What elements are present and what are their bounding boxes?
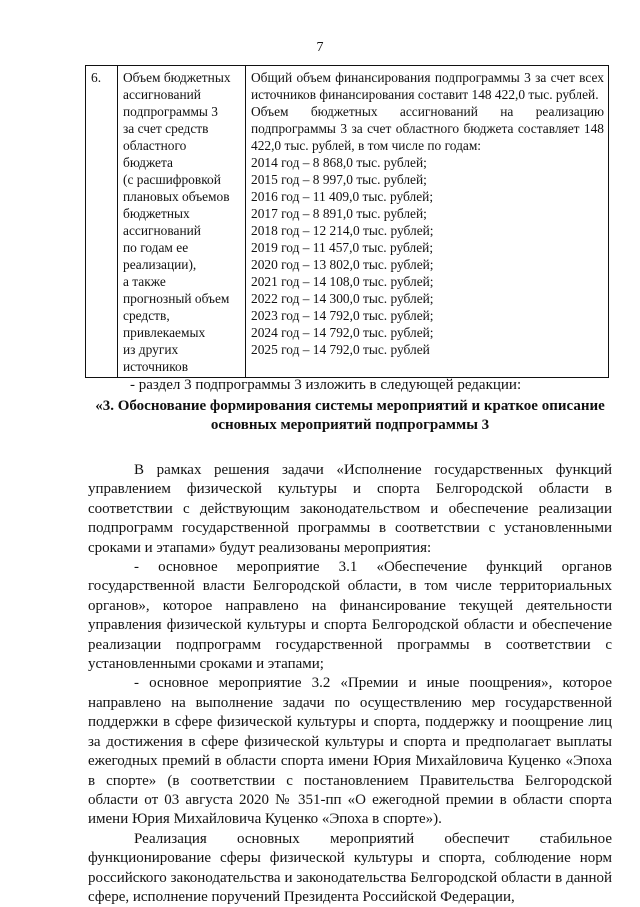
name-line: привлекаемых (123, 325, 206, 340)
name-line: плановых объемов (123, 189, 230, 204)
year-amount: 2019 год – 11 457,0 тыс. рублей; (251, 240, 434, 255)
name-line: за счет средств (123, 121, 209, 136)
year-amount: 2017 год – 8 891,0 тыс. рублей; (251, 206, 427, 221)
name-line: подпрограммы 3 (123, 104, 218, 119)
name-line: (с расшифровкой (123, 172, 221, 187)
year-amount: 2018 год – 12 214,0 тыс. рублей; (251, 223, 434, 238)
year-amount: 2015 год – 8 997,0 тыс. рублей; (251, 172, 427, 187)
amendment-intro: - раздел 3 подпрограммы 3 изложить в следующей редакции: (130, 377, 522, 393)
row-name-cell (118, 66, 246, 378)
name-line: бюджетных (123, 206, 190, 221)
paragraph: Реализация основных мероприятий обеспечит стабильное функционирование сферы физической культуры и спорта, соблюдение норм российского законодательства и законодательства Белгородской области в данной сфере, исполнение поручений Президента Российской Федерации, (88, 830, 612, 905)
page-number: 7 (316, 40, 324, 55)
paragraph: - основное мероприятие 3.2 «Премии и иные поощрения», которое направлено на выполнение задачи по осуществлению мер государственной поддержки в сфере физической культуры и спорта, поддержку и поощрение лиц за достижения в сфере физической культуры и спорта и предполагает выплаты ежегодных премий в области спорта имени Юрия Михайловича Куценко «Эпоха в спорте» (в соответствии с постановлением Правительства Белгородской области от 03 августа 2020 № 351-пп «О ежегодной премии в области спорта имени Юрия Михайловича Куценко «Эпоха в спорте»). (88, 675, 612, 828)
name-line: по годам ее (123, 240, 189, 255)
name-line: из других (123, 342, 179, 357)
regional-budget-text: Объем бюджетных ассигнований на реализацию подпрограммы 3 за счет областного бюджета составляет 148 422,0 тыс. рублей, в том числе по годам: (251, 104, 604, 153)
name-line: ассигнований (123, 223, 201, 238)
paragraph: - основное мероприятие 3.1 «Обеспечение функций органов государственной власти Белгородской области, в том числе территориальных органов», которое направлено на финансирование текущей деятельности управления физической культуры и спорта Белгородской области и обеспечение реализации подпрограмм государственной программы в соответствии с установленными сроками и этапами; (88, 559, 612, 673)
name-line: бюджета (123, 155, 173, 170)
name-line: а также (123, 274, 166, 289)
name-line: средств, (123, 308, 170, 323)
section-body (88, 461, 612, 907)
name-line: реализации), (123, 257, 197, 272)
section-heading: «3. Обоснование формирования системы мероприятий и краткое описание основных мероприятий подпрограммы 3 (95, 398, 605, 433)
name-line: ассигнований (123, 87, 201, 102)
year-amount: 2021 год – 14 108,0 тыс. рублей; (251, 274, 434, 289)
year-amount: 2014 год – 8 868,0 тыс. рублей; (251, 155, 427, 170)
year-amount: 2022 год – 14 300,0 тыс. рублей; (251, 291, 434, 306)
budget-table (85, 65, 609, 378)
table-row (86, 66, 609, 378)
year-amount: 2016 год – 11 409,0 тыс. рублей; (251, 189, 434, 204)
year-amount: 2024 год – 14 792,0 тыс. рублей; (251, 325, 434, 340)
name-line: областного (123, 138, 187, 153)
name-line: Объем бюджетных (123, 70, 231, 85)
paragraph: В рамках решения задачи «Исполнение государственных функций управлением физической культуры и спорта Белгородской области в соответствии с действующим законодательством и обеспечение реализации подпрограмм государственной программы в соответствии с установленными сроками и этапами» будут реализованы мероприятия: (88, 462, 612, 556)
year-amount: 2020 год – 13 802,0 тыс. рублей; (251, 257, 434, 272)
year-amount: 2023 год – 14 792,0 тыс. рублей; (251, 308, 434, 323)
name-line: источников (123, 359, 189, 374)
name-line: прогнозный объем (123, 291, 230, 306)
row-content-cell (246, 66, 609, 378)
total-financing-text: Общий объем финансирования подпрограммы 3 за счет всех источников финансирования составит 148 422,0 тыс. рублей. (251, 70, 604, 102)
year-amount: 2025 год – 14 792,0 тыс. рублей (251, 342, 430, 357)
row-number-cell: 6. (86, 66, 118, 378)
